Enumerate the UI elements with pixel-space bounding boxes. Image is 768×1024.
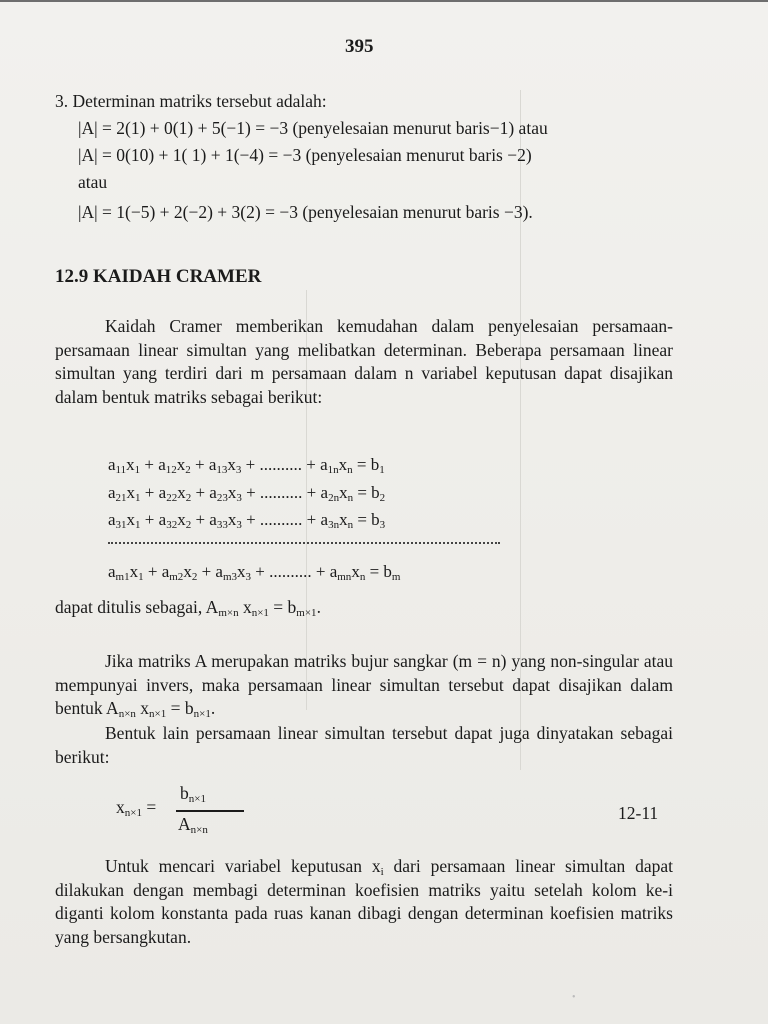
equation-row-m: $a_{m1}x_1 + a_{m2}x_2 + a_{m3}x_3$ + .......... + $a_{mn}x_n = b_m$ [108,562,401,583]
equation-row-3: $a_{31}x_1 + a_{32}x_2 + a_{33}x_3$ + .......... + $a_{3n}x_n = b_3$ [108,510,386,531]
formula-numerator: $b_{n\times 1}$ [180,783,206,805]
paragraph-alternative-form: Bentuk lain persamaan linear simultan tersebut dapat juga dinyatakan sebagai berikut: [55,723,673,767]
item-3-intro: 3. Determinan matriks tersebut adalah: [55,91,327,111]
formula-lhs: $x_{n\times 1}$ = [116,797,157,819]
determinant-row-3: |A| = 1(−5) + 2(−2) + 3(2) = −3 (penyelesaian menurut baris −3). [78,202,533,222]
matrix-form-line: dapat ditulis sebagai, $A_{m\times n}$ $x_{n\times 1} = b_{m\times 1}$. [55,597,321,619]
section-heading: 12.9 KAIDAH CRAMER [55,266,262,287]
equation-number: 12-11 [618,803,659,823]
paragraph-square-matrix: Jika matriks A merupakan matriks bujur sangkar (m = n) yang non-singular atau mempunyai invers, maka persamaan linear simultan tersebut dapat disajikan dalam bentuk $A_{n\times n}$ $x_{n\times 1} = b_{n\times 1}$. [55,651,673,720]
equation-row-1: $a_{11}x_1 + a_{12}x_2 + a_{13}x_3$ + .......... + $a_{1n}x_n = b_1$ [108,455,385,476]
paper-speck: • [572,992,576,1003]
paragraph-intro: Kaidah Cramer memberikan kemudahan dalam penyelesaian persamaan-persamaan linear simultan yang melibatkan determinan. Beberapa persamaan linear simultan yang terdiri dari m persamaan dalam n variabel keputusan dapat disajikan dalam bentuk matriks sebagai berikut: [55,316,673,407]
ellipsis-row [108,542,500,544]
determinant-row-1: |A| = 2(1) + 0(1) + 5(−1) = −3 (penyelesaian menurut baris−1) atau [78,118,548,138]
fraction-bar [176,810,244,812]
formula-denominator: $A_{n\times n}$ [178,814,208,836]
determinant-row-2: |A| = 0(10) + 1( 1) + 1(−4) = −3 (penyelesaian menurut baris −2) [78,145,532,165]
equation-row-2: $a_{21}x_1 + a_{22}x_2 + a_{23}x_3$ + .......... + $a_{2n}x_n = b_2$ [108,483,386,504]
paragraph-cramer-method: Untuk mencari variabel keputusan $x_i$ dari persamaan linear simultan dapat dilakukan dengan membagi determinan koefisien matriks yaitu setelah kolom ke-i diganti kolom konstanta pada ruas kanan dibagi dengan determinan koefisien matriks yang bersangkutan. [55,856,673,947]
page-top-edge [0,0,768,2]
page-number: 395 [345,36,374,57]
or-text: atau [78,172,108,192]
